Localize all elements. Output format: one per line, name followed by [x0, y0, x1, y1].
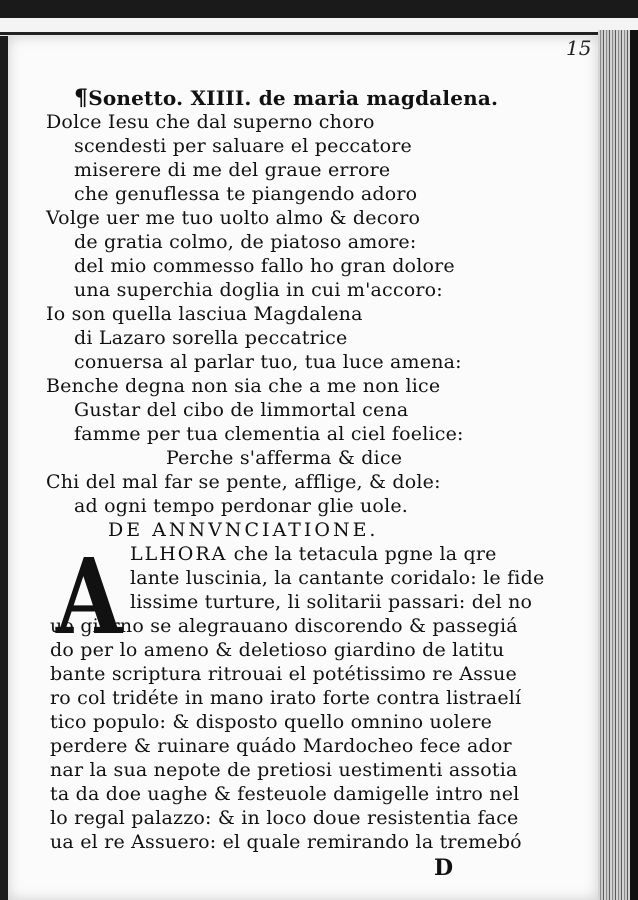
- sonnet-line: Gustar del cibo de limmortal cena: [74, 399, 409, 421]
- prose-line: ta da doe uaghe & festeuole damigelle intro nel: [50, 783, 520, 805]
- prose-line: lante luscinia, la cantante coridalo: le fide: [130, 567, 545, 589]
- prose-line: ro col tridéte in mano irato forte contra listraelí: [50, 687, 522, 709]
- opening-caps: LLHORA: [130, 543, 228, 565]
- sonnet-line: Io son quella lasciua Magdalena: [46, 303, 363, 325]
- prose-line: perdere & ruinare quádo Mardocheo fece ador: [50, 735, 512, 757]
- folio-number: 15: [566, 36, 592, 60]
- prose-line: nar la sua nepote de pretiosi uestimenti assotia: [50, 759, 518, 781]
- prose-line: bante scriptura ritrouai el potétissimo re Assue: [50, 663, 517, 685]
- sonnet-line: de gratia colmo, de piatoso amore:: [74, 231, 417, 253]
- prose-line: tico populo: & disposto quello omnino uolere: [50, 711, 493, 733]
- sonnet-title: [74, 86, 498, 110]
- section-title: DE ANNVNCIATIONE.: [108, 519, 379, 541]
- signature-mark: D: [434, 855, 454, 881]
- sonnet-line: di Lazaro sorella peccatrice: [74, 327, 348, 349]
- prose-line: do per lo ameno & deletioso giardino de latitu: [50, 639, 505, 661]
- sonnet-line: Volge uer me tuo uolto almo & decoro: [46, 207, 421, 229]
- prose-line: [130, 542, 497, 566]
- prose-line: lo regal palazzo: & in loco doue resistentia face: [50, 807, 519, 829]
- sonnet-line: Dolce Iesu che dal superno choro: [46, 111, 375, 133]
- sonnet-line: una superchia doglia in cui m'accoro:: [74, 279, 443, 301]
- sonnet-line: miserere di me del graue errore: [74, 159, 391, 181]
- sonnet-line: che genuflessa te piangendo adoro: [74, 183, 418, 205]
- sonnet-line: famme per tua clementia al ciel foelice:: [74, 423, 464, 445]
- prose-line: ua el re Assuero: el quale remirando la tremebó: [50, 831, 522, 853]
- sonnet-line: Benche degna non sia che a me non lice: [46, 375, 441, 397]
- drop-cap: A: [56, 535, 123, 658]
- prose-line: uo giorno se alegrauano discorendo & passegiá: [50, 615, 518, 637]
- scan-top-edge: [0, 0, 638, 18]
- pilcrow-mark: ¶: [74, 85, 89, 111]
- sonnet-line: ad ogni tempo perdonar glie uole.: [74, 495, 409, 517]
- sonnet-line: scendesti per saluare el peccatore: [74, 135, 412, 157]
- scan-top-strip: [0, 18, 638, 35]
- sonnet-line: conuersa al parlar tuo, tua luce amena:: [74, 351, 462, 373]
- sonnet-line: Chi del mal far se pente, afflige, & dole:: [46, 471, 441, 493]
- sonnet-line: Perche s'afferma & dice: [166, 447, 403, 469]
- sonnet-line: del mio commesso fallo ho gran dolore: [74, 255, 455, 277]
- prose-line-text: che la tetacula pgne la qre: [233, 543, 497, 565]
- scan-right-edge: [630, 30, 638, 900]
- sonnet-title-text: Sonetto. XIIII. de maria magdalena.: [88, 86, 499, 110]
- prose-line: lissime turture, li solitarii passari: del no: [130, 591, 533, 613]
- scan-left-edge: [0, 36, 8, 900]
